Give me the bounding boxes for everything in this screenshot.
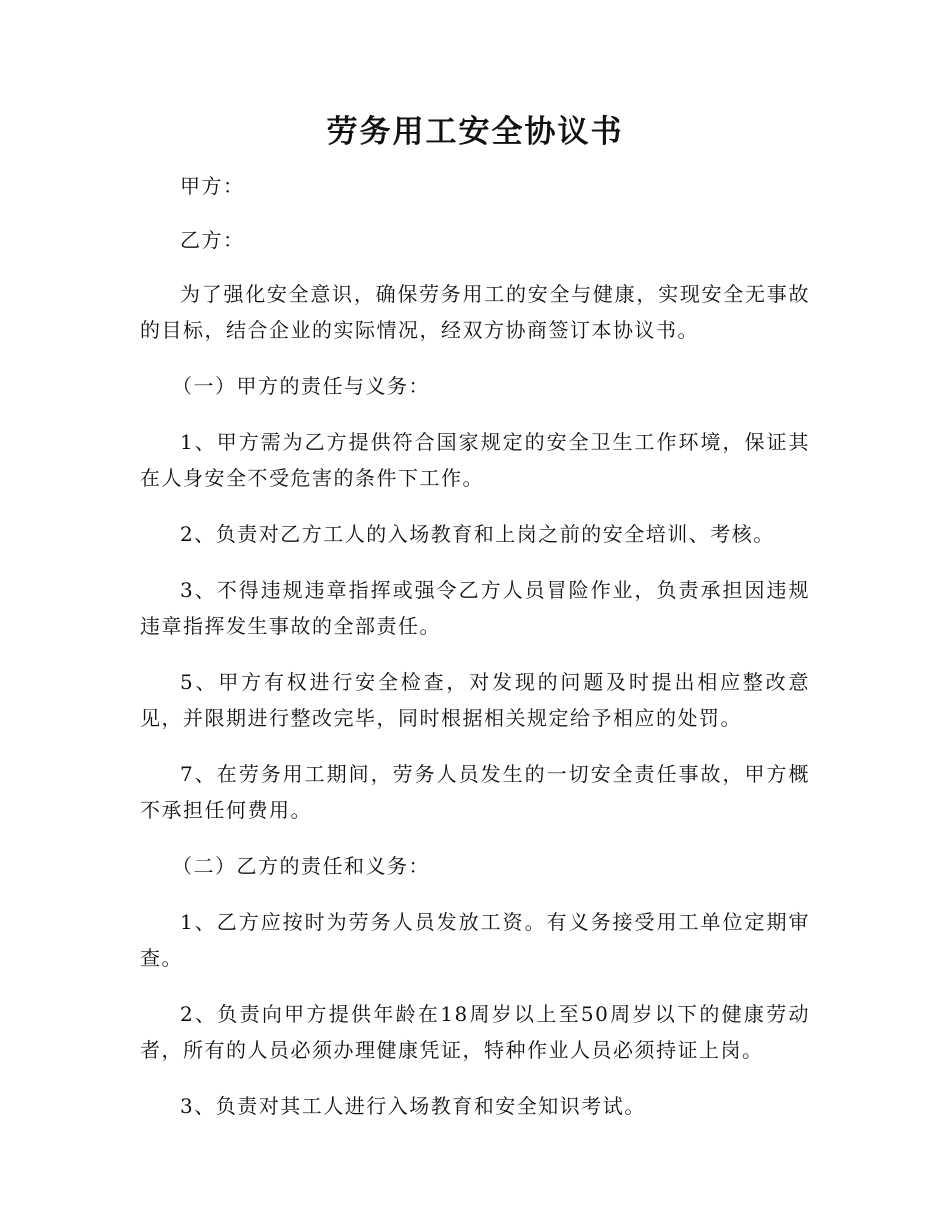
section2-item: 1、乙方应按时为劳务人员发放工资。有义务接受用工单位定期审查。 bbox=[140, 910, 810, 970]
intro-paragraph: 为了强化安全意识，确保劳务用工的安全与健康，实现安全无事故的目标，结合企业的实际情况，经双方协商签订本协议书。 bbox=[140, 282, 810, 342]
section1-item: 7、在劳务用工期间，劳务人员发生的一切安全责任事故，甲方概不承担任何费用。 bbox=[140, 762, 810, 822]
party-b-line: 乙方： bbox=[180, 228, 245, 252]
section1-heading: （一）甲方的责任与义务： bbox=[172, 374, 430, 398]
section1-item: 2、负责对乙方工人的入场教育和上岗之前的安全培训、考核。 bbox=[180, 522, 775, 546]
section2-heading: （二）乙方的责任和义务： bbox=[172, 854, 430, 878]
section1-item: 5、甲方有权进行安全检查，对发现的问题及时提出相应整改意见，并限期进行整改完毕，同时根据相关规定给予相应的处罚。 bbox=[140, 670, 810, 730]
party-a-line: 甲方： bbox=[180, 174, 245, 198]
document-body bbox=[140, 168, 810, 1144]
document-title: 劳务用工安全协议书 bbox=[326, 114, 624, 150]
section1-item: 1、甲方需为乙方提供符合国家规定的安全卫生工作环境，保证其在人身安全不受危害的条件下工作。 bbox=[140, 430, 810, 490]
section1-item: 3、不得违规违章指挥或强令乙方人员冒险作业，负责承担因违规违章指挥发生事故的全部责任。 bbox=[140, 578, 810, 638]
section2-item: 3、负责对其工人进行入场教育和安全知识考试。 bbox=[180, 1094, 646, 1118]
section2-item: 2、负责向甲方提供年龄在18周岁以上至50周岁以下的健康劳动者，所有的人员必须办理健康凭证，特种作业人员必须持证上岗。 bbox=[140, 1002, 810, 1062]
